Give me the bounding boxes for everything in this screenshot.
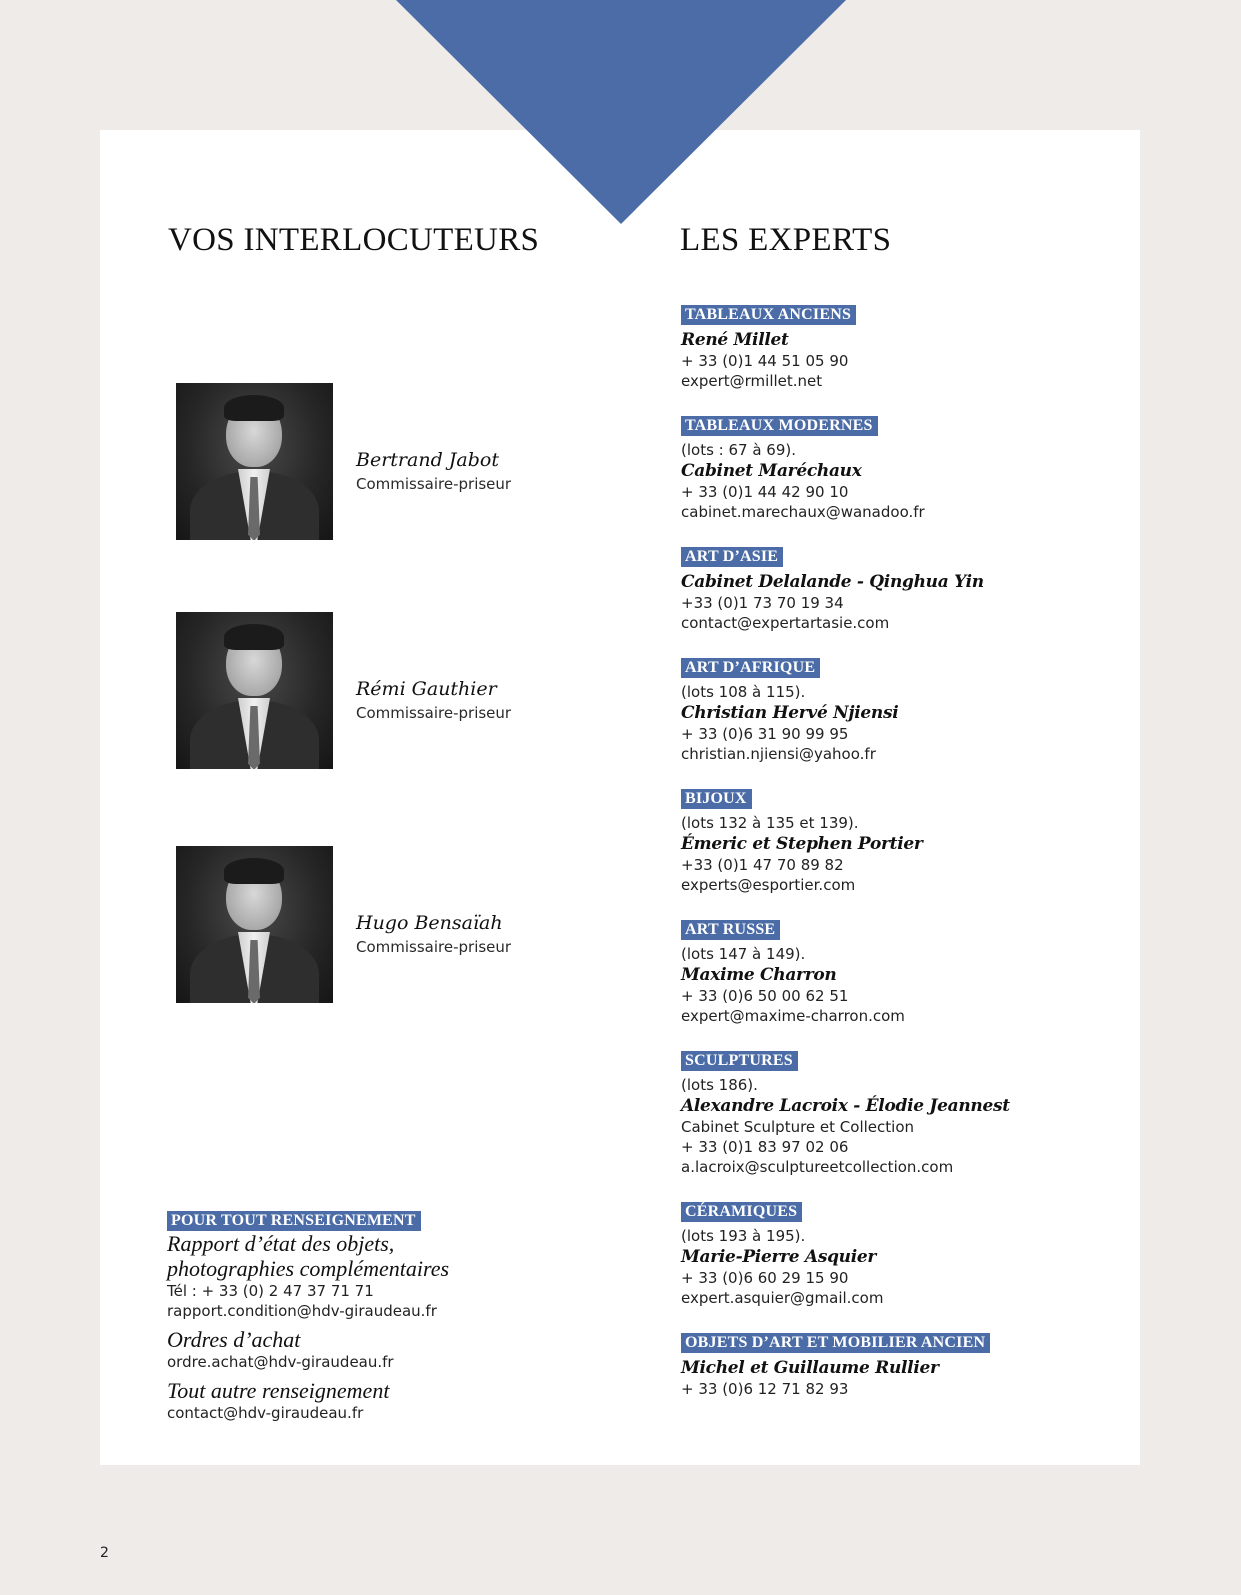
category-tag: SCULPTURES bbox=[681, 1051, 798, 1071]
expert-lots: (lots 193 à 195). bbox=[681, 1227, 806, 1245]
expert-phone: + 33 (0)6 31 90 99 95 bbox=[681, 725, 849, 743]
expert-phone: + 33 (0)1 44 51 05 90 bbox=[681, 352, 849, 370]
expert-name: Cabinet Delalande - Qinghua Yin bbox=[681, 572, 984, 592]
report-title-cont: photographies complémentaires bbox=[167, 1256, 450, 1281]
expert-phone: + 33 (0)6 12 71 82 93 bbox=[681, 1380, 849, 1398]
expert-email[interactable]: experts@esportier.com bbox=[681, 876, 856, 894]
expert-entry bbox=[681, 1201, 1121, 1308]
report-email[interactable]: rapport.condition@hdv-giraudeau.fr bbox=[167, 1302, 437, 1320]
other-email[interactable]: contact@hdv-giraudeau.fr bbox=[167, 1404, 364, 1422]
info-block bbox=[167, 1210, 627, 1429]
expert-phone: +33 (0)1 47 70 89 82 bbox=[681, 856, 844, 874]
expert-name: Michel et Guillaume Rullier bbox=[681, 1358, 939, 1378]
expert-entry bbox=[681, 546, 1121, 633]
portrait-photo bbox=[176, 383, 333, 540]
expert-phone: + 33 (0)6 60 29 15 90 bbox=[681, 1269, 849, 1287]
expert-name: René Millet bbox=[681, 330, 789, 350]
expert-company: Cabinet Sculpture et Collection bbox=[681, 1118, 914, 1136]
expert-name: Alexandre Lacroix - Élodie Jeannest bbox=[681, 1096, 1010, 1116]
expert-email[interactable]: christian.njiensi@yahoo.fr bbox=[681, 745, 876, 763]
expert-entry bbox=[681, 304, 1121, 391]
expert-phone: +33 (0)1 73 70 19 34 bbox=[681, 594, 844, 612]
category-tag: TABLEAUX ANCIENS bbox=[681, 305, 856, 325]
experts-list bbox=[681, 304, 1121, 1399]
expert-name: Cabinet Maréchaux bbox=[681, 461, 862, 481]
expert-entry bbox=[681, 415, 1121, 522]
category-tag: ART D’AFRIQUE bbox=[681, 658, 820, 678]
portrait-photo bbox=[176, 612, 333, 769]
expert-name: Christian Hervé Njiensi bbox=[681, 703, 899, 723]
interlocutors-heading: VOS INTERLOCUTEURS bbox=[168, 222, 540, 258]
category-tag: CÉRAMIQUES bbox=[681, 1202, 802, 1222]
orders-email[interactable]: ordre.achat@hdv-giraudeau.fr bbox=[167, 1353, 394, 1371]
category-tag: TABLEAUX MODERNES bbox=[681, 416, 878, 436]
interlocutor-role: Commissaire-priseur bbox=[356, 938, 512, 956]
portrait-photo bbox=[176, 846, 333, 1003]
expert-lots: (lots 132 à 135 et 139). bbox=[681, 814, 859, 832]
report-phone: Tél : + 33 (0) 2 47 37 71 71 bbox=[167, 1282, 374, 1300]
page-number: 2 bbox=[100, 1545, 109, 1561]
other-title: Tout autre renseignement bbox=[167, 1378, 390, 1403]
interlocutor-role: Commissaire-priseur bbox=[356, 704, 512, 722]
interlocutor-card bbox=[176, 612, 596, 770]
category-tag: ART D’ASIE bbox=[681, 547, 783, 567]
experts-heading: LES EXPERTS bbox=[680, 222, 892, 258]
expert-lots: (lots 186). bbox=[681, 1076, 758, 1094]
expert-email[interactable]: a.lacroix@sculptureetcollection.com bbox=[681, 1158, 954, 1176]
interlocutor-card bbox=[176, 383, 596, 541]
interlocutor-card bbox=[176, 846, 596, 1004]
expert-name: Émeric et Stephen Portier bbox=[681, 834, 923, 854]
expert-email[interactable]: expert.asquier@gmail.com bbox=[681, 1289, 884, 1307]
category-tag: OBJETS D’ART ET MOBILIER ANCIEN bbox=[681, 1333, 990, 1353]
expert-email[interactable]: expert@maxime-charron.com bbox=[681, 1007, 905, 1025]
expert-entry bbox=[681, 1050, 1121, 1177]
interlocutor-name: Hugo Bensaïah bbox=[356, 912, 503, 934]
expert-entry bbox=[681, 657, 1121, 764]
expert-name: Maxime Charron bbox=[681, 965, 837, 985]
expert-lots: (lots : 67 à 69). bbox=[681, 441, 797, 459]
report-title: Rapport d’état des objets, bbox=[167, 1231, 395, 1256]
expert-entry bbox=[681, 919, 1121, 1026]
expert-phone: + 33 (0)6 50 00 62 51 bbox=[681, 987, 849, 1005]
interlocutor-role: Commissaire-priseur bbox=[356, 475, 512, 493]
category-tag: BIJOUX bbox=[681, 789, 752, 809]
interlocutor-name: Bertrand Jabot bbox=[356, 449, 499, 471]
expert-entry bbox=[681, 1332, 1121, 1399]
expert-email[interactable]: cabinet.marechaux@wanadoo.fr bbox=[681, 503, 925, 521]
decorative-triangle bbox=[396, 0, 846, 224]
category-tag: ART RUSSE bbox=[681, 920, 780, 940]
orders-title: Ordres d’achat bbox=[167, 1327, 301, 1352]
interlocutor-name: Rémi Gauthier bbox=[356, 678, 497, 700]
expert-phone: + 33 (0)1 83 97 02 06 bbox=[681, 1138, 849, 1156]
expert-lots: (lots 108 à 115). bbox=[681, 683, 806, 701]
expert-lots: (lots 147 à 149). bbox=[681, 945, 806, 963]
info-tag: POUR TOUT RENSEIGNEMENT bbox=[167, 1211, 421, 1231]
expert-email[interactable]: contact@expertartasie.com bbox=[681, 614, 890, 632]
expert-phone: + 33 (0)1 44 42 90 10 bbox=[681, 483, 849, 501]
expert-name: Marie-Pierre Asquier bbox=[681, 1247, 877, 1267]
expert-entry bbox=[681, 788, 1121, 895]
expert-email[interactable]: expert@rmillet.net bbox=[681, 372, 823, 390]
